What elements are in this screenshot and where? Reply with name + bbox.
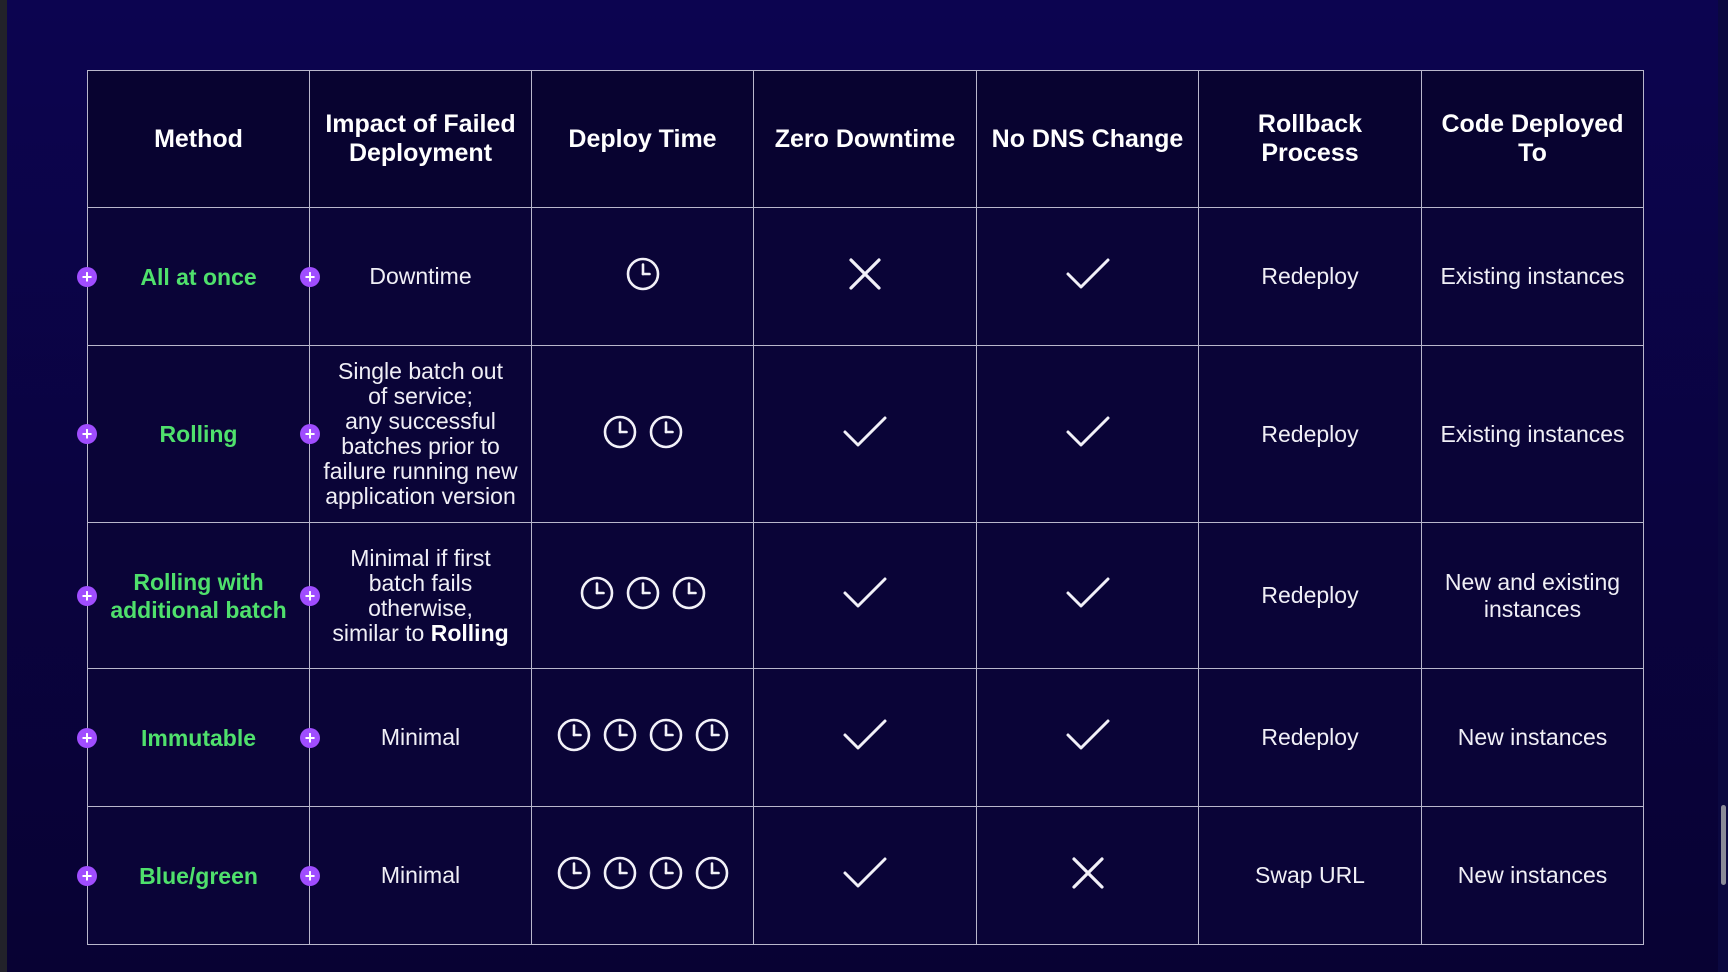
table-row [88,669,1644,807]
clock-icon [648,414,684,450]
zero-downtime-cell [754,523,977,669]
method-label: Immutable [140,724,257,751]
no-dns-change-cell [977,523,1199,669]
deploy-time-cell [532,807,754,945]
clock-icon [579,575,615,611]
rollback-text: Redeploy [1261,263,1359,289]
clock-icon [625,256,661,292]
impact-line: Single batch out [338,358,503,384]
plus-marker-icon[interactable]: + [77,586,97,606]
rollback-cell [1199,807,1422,945]
check-icon [1064,256,1112,292]
rollback-text: Redeploy [1261,420,1359,447]
impact-text-emphasis: Rolling [430,619,509,646]
check-icon [1064,414,1112,450]
clock-group [579,575,707,611]
plus-marker-icon[interactable]: + [77,424,97,444]
table-row [88,523,1644,669]
impact-cell [310,346,532,523]
deployed-to-cell [1422,523,1644,669]
cross-icon [847,256,883,292]
clock-icon [648,855,684,891]
impact-line: any successful [345,408,496,434]
impact-cell [310,523,532,669]
table-row [88,208,1644,346]
method-label-line: additional batch [110,596,287,623]
check-icon [841,717,889,753]
clock-icon [694,855,730,891]
header-code-deployed-to: Code Deployed To [1422,71,1644,208]
impact-line: batches prior to [341,433,500,459]
deployed-to-cell [1422,346,1644,523]
clock-icon [602,855,638,891]
header-impact: Impact of Failed Deployment [310,71,532,208]
window-left-edge [0,0,7,972]
header-no-dns-change: No DNS Change [977,71,1199,208]
scrollbar-thumb[interactable] [1721,805,1726,885]
plus-marker-icon[interactable]: + [77,267,97,287]
clock-icon [625,575,661,611]
check-icon [841,855,889,891]
impact-line: otherwise, [368,594,473,621]
zero-downtime-cell [754,208,977,346]
impact-cell [310,807,532,945]
cross-icon [1070,855,1106,891]
clock-group [556,855,730,891]
deployment-comparison-table [81,70,1644,945]
clock-group [602,414,684,450]
zero-downtime-cell [754,346,977,523]
method-label: Blue/green [139,862,258,889]
rollback-cell [1199,669,1422,807]
zero-downtime-cell [754,669,977,807]
deployed-to-line: instances [1483,595,1582,622]
table-row [88,346,1644,523]
clock-icon [602,414,638,450]
plus-marker-icon[interactable]: + [300,424,320,444]
deployed-to-cell [1422,807,1644,945]
check-icon [841,414,889,450]
rollback-text: Redeploy [1261,582,1359,608]
impact-line: batch fails [368,569,473,596]
clock-icon [556,855,592,891]
header-method: Method [88,71,310,208]
header-deploy-time: Deploy Time [532,71,754,208]
method-cell [81,346,316,523]
clock-icon [648,717,684,753]
impact-line [318,621,523,646]
clock-icon [671,575,707,611]
deployment-comparison-table-wrapper [81,70,1643,944]
impact-cell [310,208,532,346]
clock-group [625,256,661,292]
no-dns-change-cell [977,669,1199,807]
impact-text: Minimal [380,862,461,888]
deploy-time-cell [532,208,754,346]
deployed-to-line: New and existing [1444,568,1621,595]
rollback-text: Swap URL [1255,862,1365,888]
deployed-to-cell [1422,208,1644,346]
no-dns-change-cell [977,346,1199,523]
impact-line: failure running new [323,458,518,484]
impact-text: Minimal [380,724,461,750]
deploy-time-cell [532,346,754,523]
deploy-time-cell [532,669,754,807]
header-zero-downtime: Zero Downtime [754,71,977,208]
impact-text-prefix: similar to [332,619,431,646]
check-icon [1064,717,1112,753]
table-header-row [88,71,1644,208]
deploy-time-cell [532,523,754,669]
plus-marker-icon[interactable]: + [77,866,97,886]
deployed-to-text: New instances [1457,862,1608,888]
header-rollback-process: Rollback Process [1199,71,1422,208]
deployed-to-text: Existing instances [1440,263,1625,289]
method-cell [81,523,316,669]
deployed-to-text: New instances [1457,724,1608,750]
clock-icon [556,717,592,753]
method-cell [81,669,316,807]
method-cell [81,208,316,346]
method-cell [81,807,316,945]
rollback-cell [1199,523,1422,669]
deployed-to-cell [1422,669,1644,807]
table-row [88,807,1644,945]
plus-marker-icon[interactable]: + [77,728,97,748]
clock-icon [694,717,730,753]
plus-marker-icon[interactable]: + [300,866,320,886]
rollback-cell [1199,208,1422,346]
check-icon [841,575,889,611]
impact-cell [310,669,532,807]
plus-marker-icon[interactable]: + [300,267,320,287]
plus-marker-icon[interactable]: + [300,728,320,748]
check-icon [1064,575,1112,611]
plus-marker-icon[interactable]: + [300,586,320,606]
clock-icon [602,717,638,753]
rollback-cell [1199,346,1422,523]
method-label: Rolling [159,421,238,447]
clock-group [556,717,730,753]
method-label: All at once [140,263,257,290]
impact-line: Minimal if first [350,544,491,571]
impact-line: of service; [368,383,473,409]
impact-line: application version [325,483,516,509]
method-label-line: Rolling with [133,568,264,595]
deployed-to-text: Existing instances [1440,420,1625,447]
impact-text: Downtime [369,263,472,289]
no-dns-change-cell [977,807,1199,945]
no-dns-change-cell [977,208,1199,346]
zero-downtime-cell [754,807,977,945]
rollback-text: Redeploy [1261,724,1359,750]
